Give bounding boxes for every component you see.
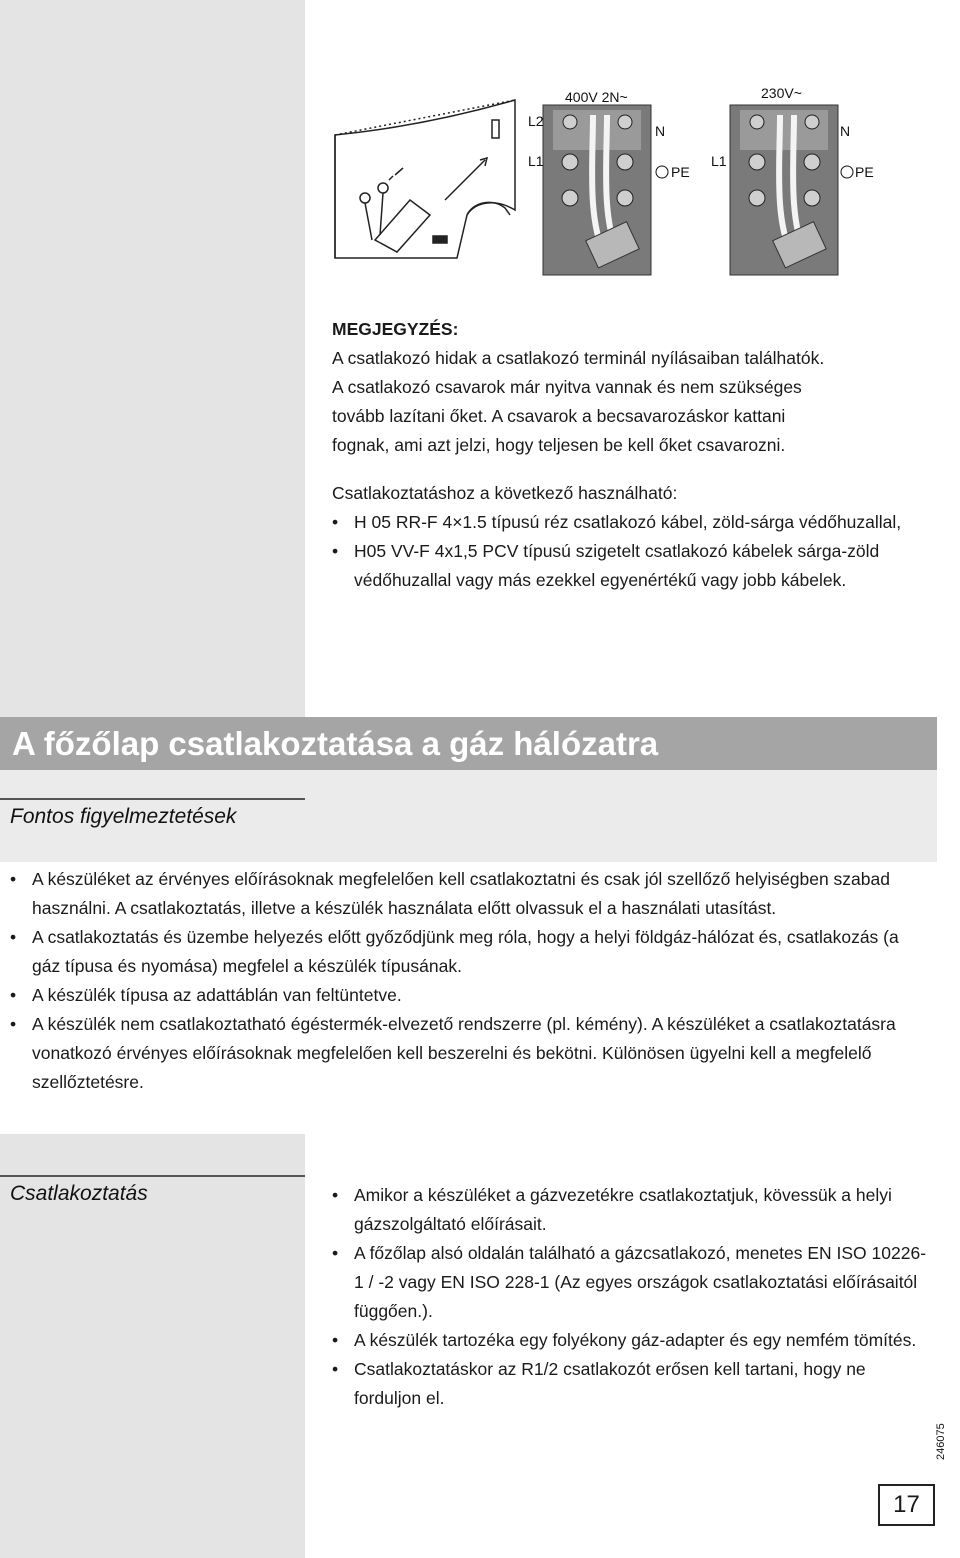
list-item: • A készülék típusa az adattáblán van feltüntetve. bbox=[32, 981, 925, 1010]
divider bbox=[0, 1175, 305, 1177]
list-item: • Csatlakoztatáskor az R1/2 csatlakozót erősen kell tartani, hogy ne forduljon el. bbox=[354, 1355, 932, 1413]
connection-list-block bbox=[332, 1181, 932, 1413]
label-230v: 230V~ bbox=[761, 85, 802, 101]
list-item: • H05 VV-F 4x1,5 PCV típusú szigetelt csatlakozó kábelek sárga-zöld védőhuzallal vagy más ezekkel egyenértékű vagy jobb kábelek. bbox=[354, 537, 932, 595]
warnings-list-block bbox=[10, 865, 925, 1097]
label-l1-right: L1 bbox=[711, 153, 727, 169]
list-item: • A készülék tartozéka egy folyékony gáz-adapter és egy nemfém tömítés. bbox=[354, 1326, 932, 1355]
label-n-right: N bbox=[840, 123, 851, 139]
list-item: • A készülék nem csatlakoztatható égéstermék-elvezető rendszerre (pl. kémény). A készüléket a csatlakoztatásra vonatkozó érvényes előírásoknak megfelelően kell beszerelni és bekötni. Különösen ügyelni kell a megfelelő szellőztetésre. bbox=[32, 1010, 925, 1097]
note-line: tovább lazítani őket. A csavarok a becsavarozáskor kattani bbox=[332, 406, 786, 426]
cable-list bbox=[332, 508, 932, 595]
connection-list bbox=[332, 1181, 932, 1413]
warnings-list bbox=[10, 865, 925, 1097]
list-item: • A főzőlap alsó oldalán található a gázcsatlakozó, menetes EN ISO 10226-1 / -2 vagy EN ISO 228-1 (Az egyes országok csatlakoztatási előírásaitól függően.). bbox=[354, 1239, 932, 1326]
label-l2-left: L2 bbox=[528, 113, 544, 129]
page-number: 17 bbox=[878, 1484, 935, 1526]
document-code: 246075 bbox=[935, 1423, 947, 1460]
label-n-left: N bbox=[655, 123, 666, 139]
list-item: • A készüléket az érvényes előírásoknak megfelelően kell csatlakoztatni és csak jól szellőző helyiségben szabad használni. A csatlakoztatás, illetve a készülék használata előtt olvassuk el a használati utasítást. bbox=[32, 865, 925, 923]
cables-intro: Csatlakoztatáshoz a következő használható: bbox=[332, 483, 678, 503]
warnings-heading: Fontos figyelmeztetések bbox=[10, 805, 237, 828]
list-item: • Amikor a készüléket a gázvezetékre csatlakoztatjuk, kövessük a helyi gázszolgáltató előírásait. bbox=[354, 1181, 932, 1239]
hob-sketch bbox=[335, 100, 515, 258]
wiring-diagram bbox=[325, 80, 874, 280]
label-pe-left: PE bbox=[671, 164, 690, 180]
terminal-block-400v bbox=[528, 89, 690, 275]
list-item: • H 05 RR-F 4×1.5 típusú réz csatlakozó kábel, zöld-sárga védőhuzallal, bbox=[354, 508, 932, 537]
section-title: A főzőlap csatlakoztatása a gáz hálózatra bbox=[0, 717, 937, 770]
connection-heading: Csatlakoztatás bbox=[10, 1182, 148, 1205]
ground-icon bbox=[841, 166, 853, 178]
note-line: fognak, ami azt jelzi, hogy teljesen be kell őket csavarozni. bbox=[332, 435, 786, 455]
note-block bbox=[332, 315, 932, 595]
note-line: A csatlakozó csavarok már nyitva vannak és nem szükséges bbox=[332, 377, 802, 397]
label-pe-right: PE bbox=[855, 164, 874, 180]
terminal-block-230v bbox=[711, 85, 874, 275]
note-line: A csatlakozó hidak a csatlakozó terminál nyílásaiban találhatók. bbox=[332, 348, 825, 368]
divider bbox=[0, 798, 305, 800]
list-item: • A csatlakoztatás és üzembe helyezés előtt győződjünk meg róla, hogy a helyi földgáz-hálózat és, csatlakozás (a gáz típusa és nyomása) megfelel a készülék típusának. bbox=[32, 923, 925, 981]
sidebar-top bbox=[0, 0, 305, 717]
label-l1-left: L1 bbox=[528, 153, 544, 169]
ground-icon bbox=[656, 166, 668, 178]
note-heading: MEGJEGYZÉS: bbox=[332, 319, 459, 339]
label-400v: 400V 2N~ bbox=[565, 89, 628, 105]
